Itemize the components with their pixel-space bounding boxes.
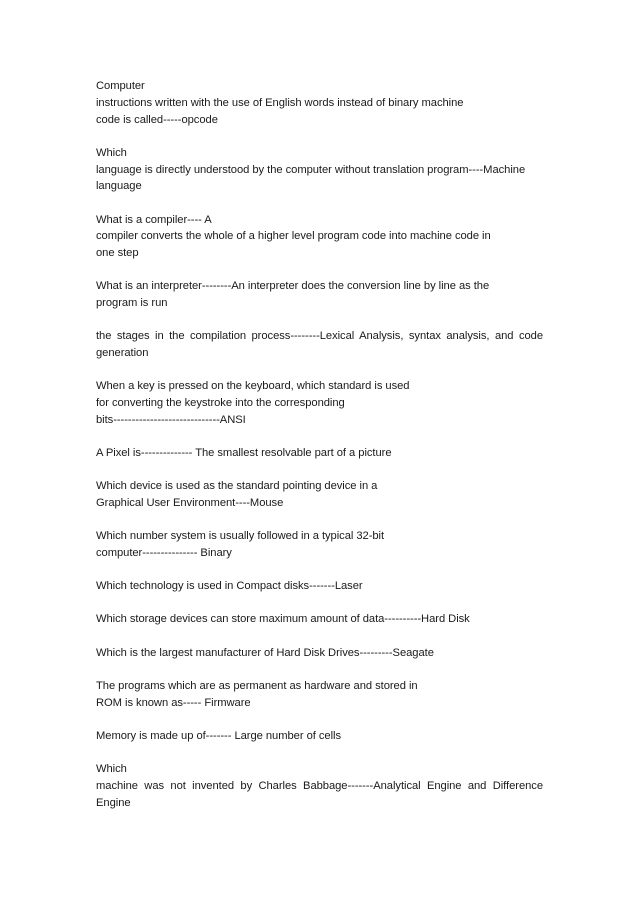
text-line: Memory is made up of------- Large number of cells	[96, 729, 341, 742]
text-line: ROM is known as----- Firmware	[96, 696, 251, 709]
text-line: program is run	[96, 297, 168, 310]
qa-paragraph-14	[96, 728, 543, 745]
qa-paragraph-13	[96, 678, 543, 712]
qa-paragraph-2	[96, 145, 543, 195]
text-line: the stages in the compilation process--------Lexical Analysis, syntax analysis, and code	[96, 330, 543, 343]
text-line: The programs which are as permanent as hardware and stored in	[96, 679, 418, 692]
qa-paragraph-1	[96, 78, 543, 128]
text-line: What is a compiler---- A	[96, 213, 212, 226]
text-line: A Pixel is-------------- The smallest resolvable part of a picture	[96, 447, 392, 460]
text-line: machine was not invented by Charles Babbage-------Analytical Engine and Difference	[96, 779, 543, 792]
text-line: computer--------------- Binary	[96, 547, 232, 560]
qa-paragraph-7	[96, 445, 543, 462]
text-line: language is directly understood by the computer without translation program----Machine	[96, 163, 526, 176]
text-line: language	[96, 180, 142, 193]
text-line: Which storage devices can store maximum amount of data----------Hard Disk	[96, 613, 470, 626]
qa-paragraph-6	[96, 378, 543, 428]
qa-paragraph-9	[96, 528, 543, 562]
text-line: What is an interpreter--------An interpreter does the conversion line by line as the	[96, 280, 490, 293]
qa-paragraph-8	[96, 478, 543, 512]
text-line: code is called-----opcode	[96, 113, 218, 126]
text-line: Which number system is usually followed in a typical 32-bit	[96, 530, 385, 543]
qa-paragraph-4	[96, 278, 543, 312]
qa-paragraph-15	[96, 761, 543, 811]
text-line: Computer	[96, 80, 145, 92]
text-line: bits-----------------------------ANSI	[96, 413, 246, 426]
text-line: Which is the largest manufacturer of Hard Disk Drives---------Seagate	[96, 646, 434, 659]
qa-paragraph-5	[96, 328, 543, 362]
text-line: Which device is used as the standard pointing device in a	[96, 480, 378, 493]
text-line: Which	[96, 762, 127, 775]
text-line: instructions written with the use of English words instead of binary machine	[96, 96, 464, 109]
document-body	[96, 78, 543, 828]
text-line: one step	[96, 247, 139, 260]
text-line: Engine	[96, 796, 131, 809]
qa-paragraph-10	[96, 578, 543, 595]
qa-paragraph-3	[96, 212, 543, 262]
text-line: Graphical User Environment----Mouse	[96, 497, 284, 510]
text-line: for converting the keystroke into the corresponding	[96, 397, 345, 410]
qa-paragraph-11	[96, 611, 543, 628]
text-line: Which	[96, 146, 127, 159]
text-line: Which technology is used in Compact disks-------Laser	[96, 580, 363, 593]
text-line: generation	[96, 347, 149, 360]
text-line: compiler converts the whole of a higher level program code into machine code in	[96, 230, 491, 243]
qa-paragraph-12	[96, 645, 543, 662]
text-line: When a key is pressed on the keyboard, which standard is used	[96, 380, 410, 393]
